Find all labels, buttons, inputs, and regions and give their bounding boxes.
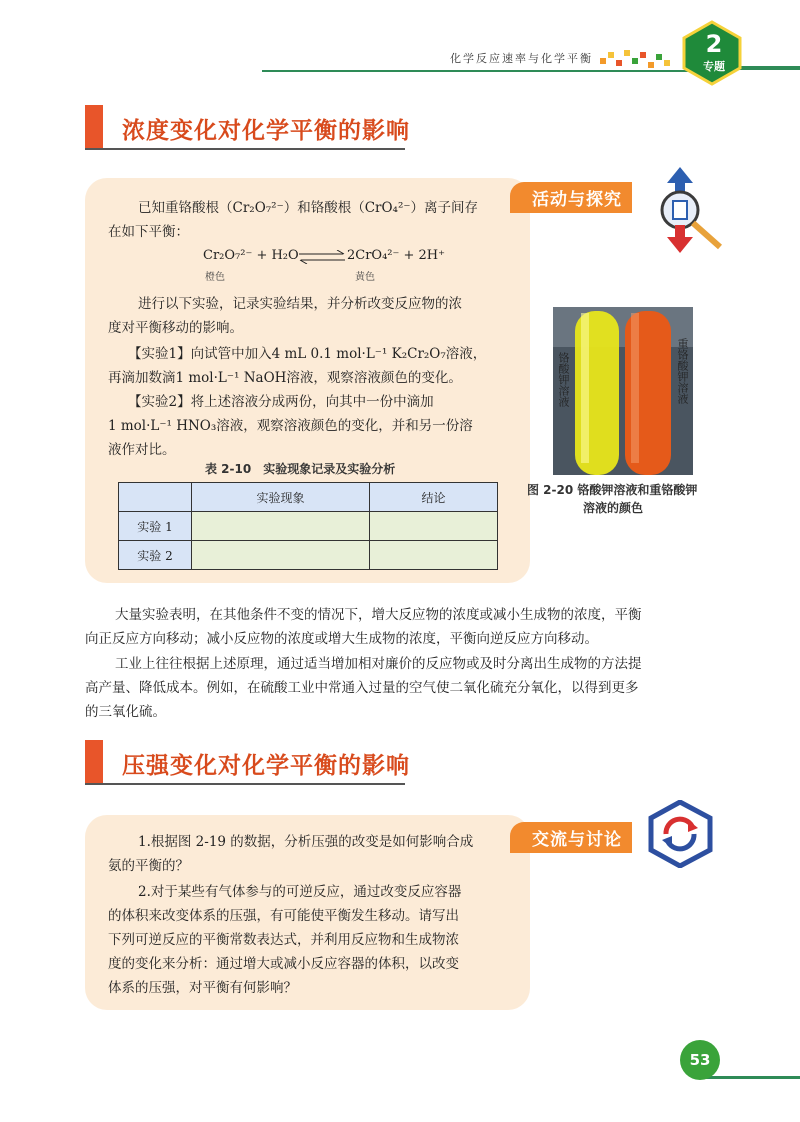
section-marker [85,105,103,149]
text-line: 已知重铬酸根（Cr₂O₇²⁻）和铬酸根（CrO₄²⁻）离子间存 [138,200,479,216]
header-rule [262,70,692,72]
section-title: 浓度变化对化学平衡的影响 [122,118,410,144]
text-line: 1.根据图 2-19 的数据，分析压强的改变是如何影响合成 [138,834,474,850]
magnifier-icon [645,165,730,255]
table-header-cell: 结论 [370,483,498,512]
tube-label-left: 铬酸钾溶液 [557,352,570,407]
tube-label-right: 重铬酸钾溶液 [676,338,689,404]
text-line: 在如下平衡： [108,224,189,240]
text-line: 大量实验表明，在其他条件不变的情况下，增大反应物的浓度或减小生成物的浓度，平衡 [115,607,642,623]
text-line: 液作对比。 [108,442,176,458]
text-line: 工业上往往根据上述原理，通过适当增加相对廉价的反应物或及时分离出生成物的方法提 [115,656,642,672]
text-line: 高产量、降低成本。例如，在硫酸工业中常通入过量的空气使二氧化硫充分氧化，以得到更多 [85,680,639,696]
text-line: 的体积来改变体系的压强，有可能使平衡发生移动。请写出 [108,908,459,924]
table-row [119,541,498,570]
discussion-tag: 交流与讨论 [510,822,632,853]
equation-lhs: Cr₂O₇²⁻ + H₂O [203,248,299,263]
text-line: 体系的压强，对平衡有何影响？ [108,980,297,996]
text-line: 度的变化来分析：通过增大或减小反应容器的体积，以改变 [108,956,459,972]
section-marker [85,740,103,784]
text-line: 进行以下实验，记录实验结果，并分析改变反应物的浓 [138,296,462,312]
table-header-cell: 实验现象 [192,483,370,512]
table-cell [370,541,498,570]
text-line: 【实验1】向试管中加入4 mL 0.1 mol·L⁻¹ K₂Cr₂O₇溶液， [128,346,487,362]
section-underline [85,148,405,150]
experiment-2 [108,390,528,462]
equation-rhs: 2CrO₄²⁻ + 2H⁺ [347,248,446,263]
chapter-number: 2 [705,30,723,58]
test-tube-photo [553,307,693,475]
orange-label: 橙色 [205,272,225,283]
table-header-cell [119,483,192,512]
equilibrium-arrow-icon [297,250,347,264]
row-label: 实验 2 [119,541,192,570]
text-line: 1 mol·L⁻¹ HNO₃溶液，观察溶液颜色的变化，并和另一份溶 [108,418,473,434]
activity-tag: 活动与探究 [510,182,632,213]
table-cell [192,541,370,570]
page-number: 53 [680,1040,720,1080]
caption-line: 图 2-20 铬酸钾溶液和重铬酸钾 [527,483,698,497]
table-cell [370,512,498,541]
text-line: 的三氧化硫。 [85,704,166,720]
exchange-icon [648,800,713,868]
activity-instructions [108,292,523,340]
caption-line: 溶液的颜色 [583,501,644,515]
text-line: 度对平衡移动的影响。 [108,320,243,336]
equilibrium-equation [195,248,455,288]
footer-rule [700,1076,800,1079]
body-paragraph-2 [85,652,725,724]
text-line: 向正反应方向移动；减小反应物的浓度或增大生成物的浓度，平衡向逆反应方向移动。 [85,631,598,647]
results-table [118,482,498,570]
table-row [119,512,498,541]
table-header-row [119,483,498,512]
text-line: 下列可逆反应的平衡常数表达式，并利用反应物和生成物浓 [108,932,459,948]
row-label: 实验 1 [119,512,192,541]
section-title: 压强变化对化学平衡的影响 [122,753,410,779]
text-line: 氨的平衡的？ [108,858,189,874]
table-cell [192,512,370,541]
header-pixel-decoration [600,48,680,70]
activity-intro [108,196,518,244]
body-paragraph-1 [85,603,725,651]
experiment-1 [108,342,528,390]
text-line: 2.对于某些有气体参与的可逆反应，通过改变反应容器 [138,884,462,900]
table-caption: 表 2-10 实验现象记录及实验分析 [205,462,396,476]
running-title: 化学反应速率与化学平衡 [450,52,593,65]
figure-caption [527,481,737,517]
chapter-label: 专题 [703,60,725,73]
section-underline [85,783,405,785]
yellow-label: 黄色 [355,272,375,283]
text-line: 再滴加数滴1 mol·L⁻¹ NaOH溶液，观察溶液颜色的变化。 [108,370,462,386]
discussion-question-1 [108,830,508,878]
text-line: 【实验2】将上述溶液分成两份，向其中一份中滴加 [128,394,434,410]
discussion-question-2 [108,880,518,1000]
